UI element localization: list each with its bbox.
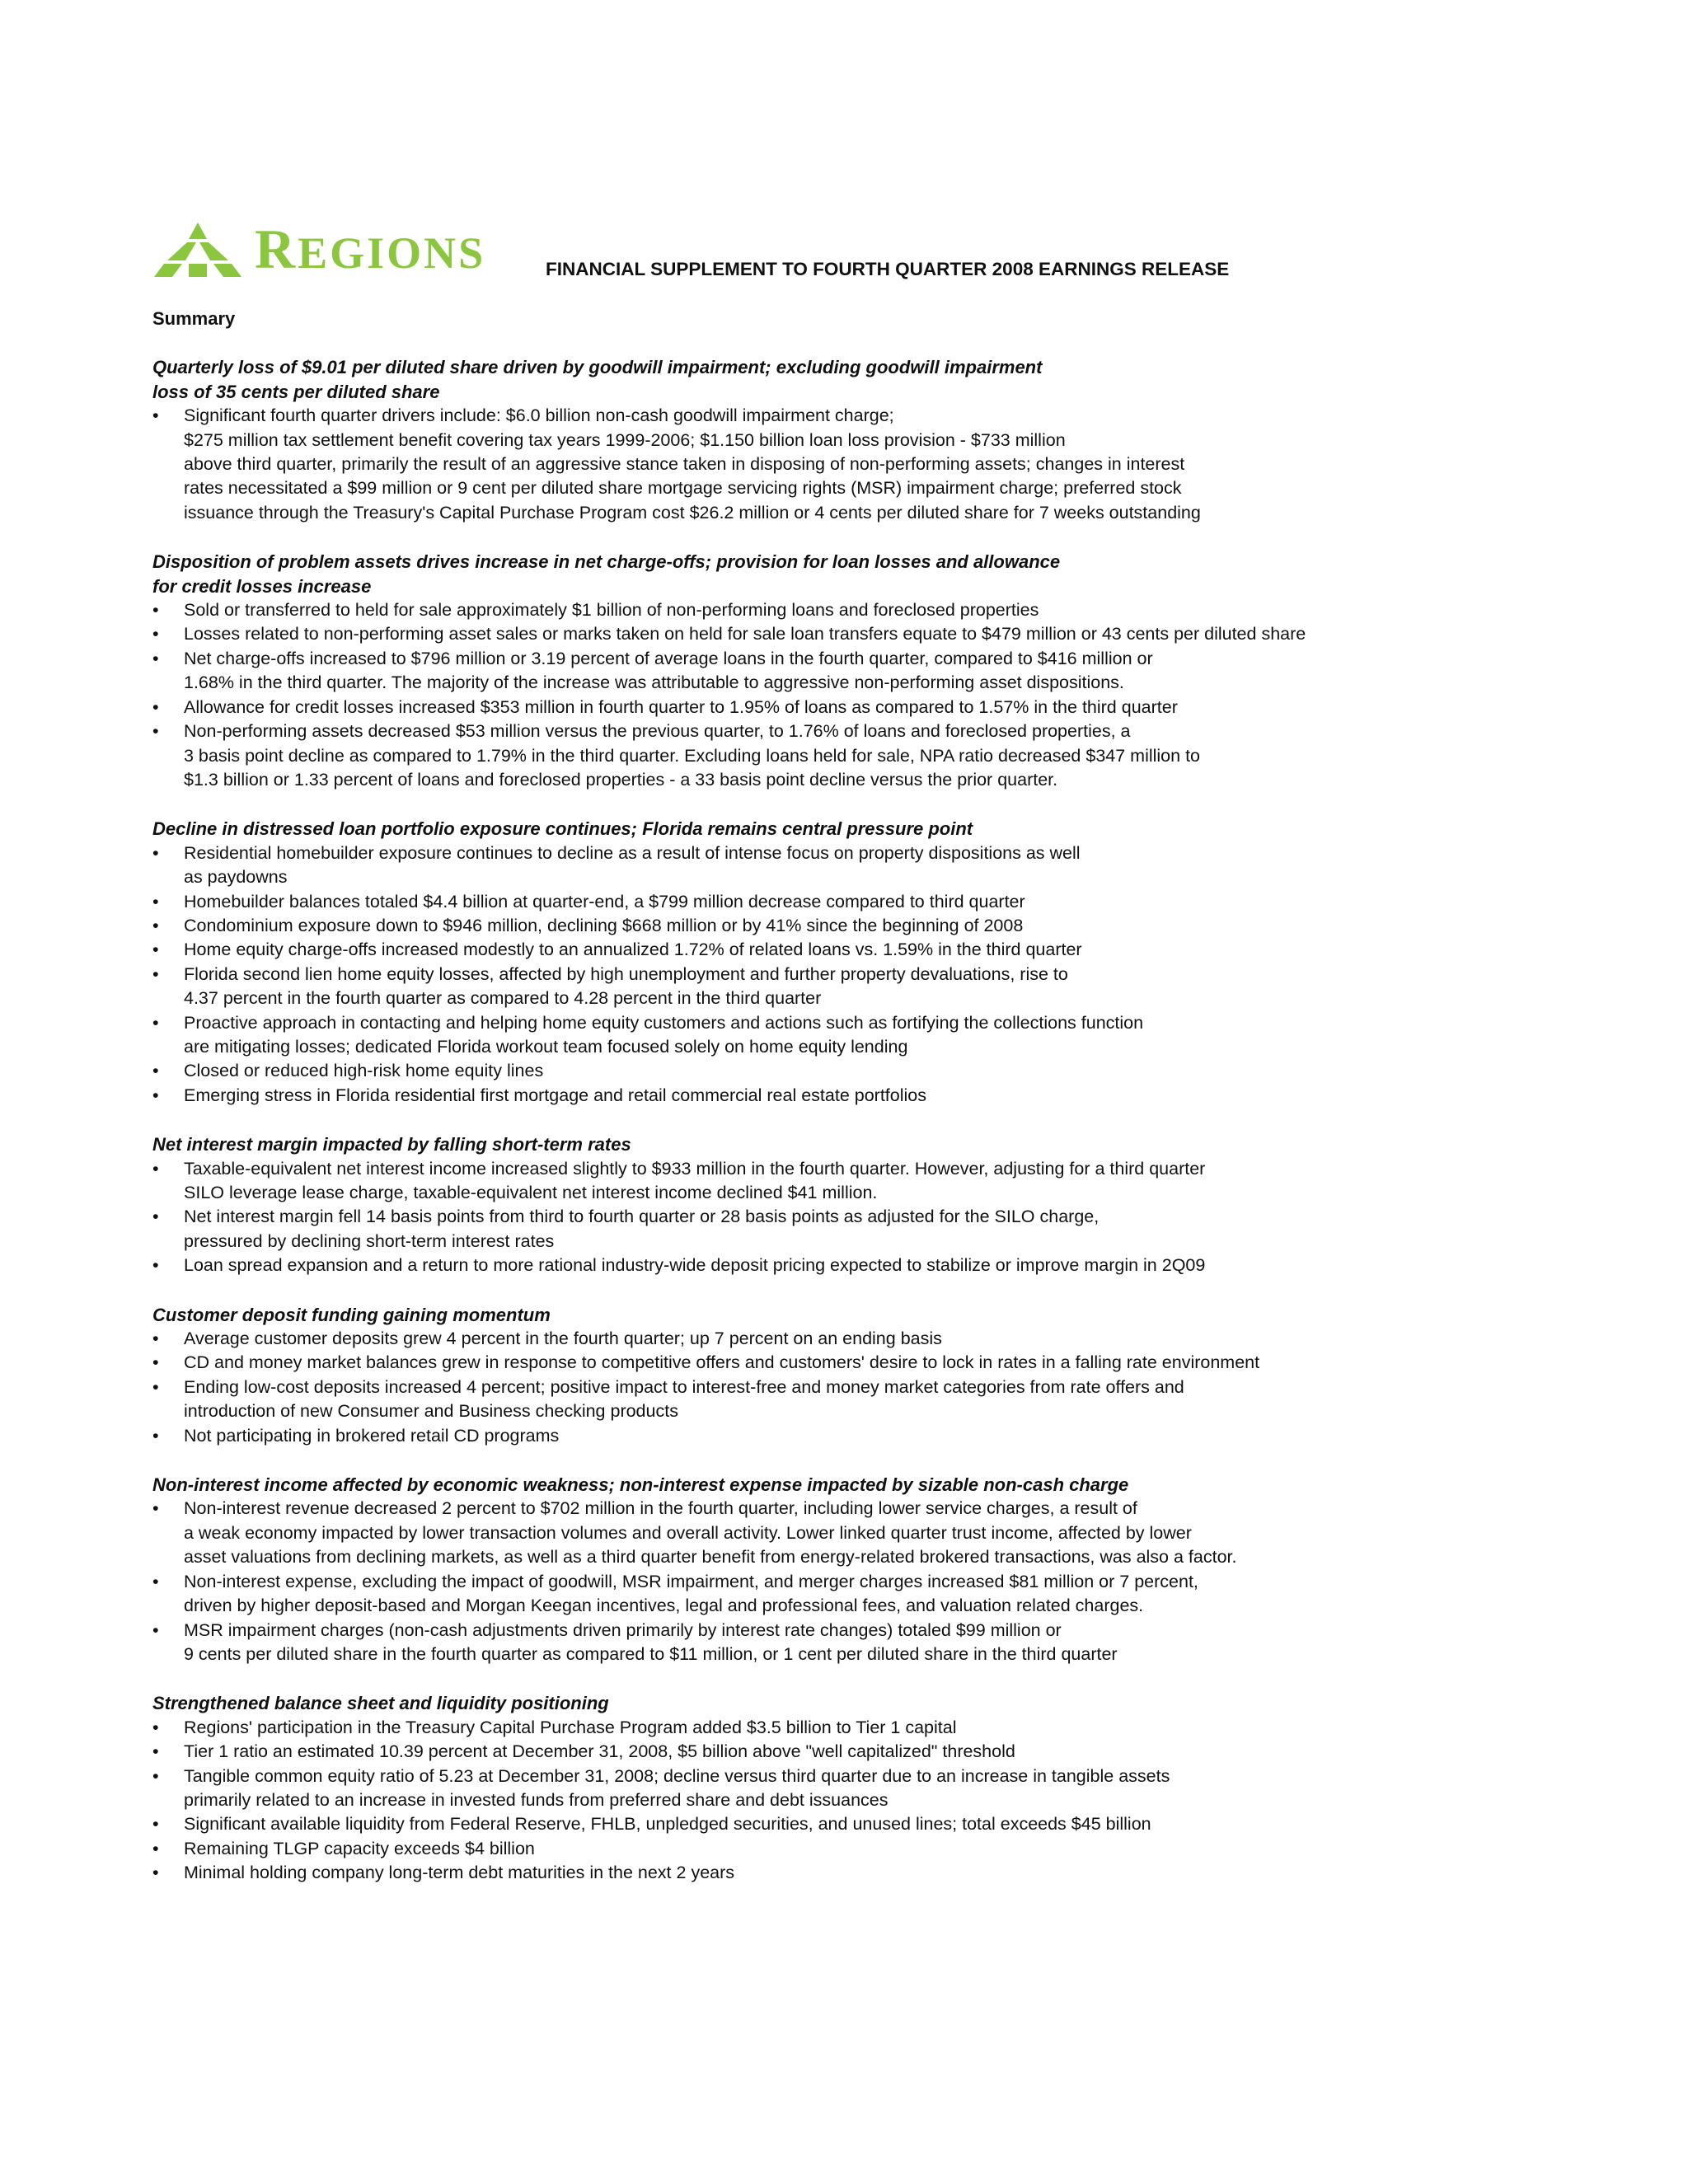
section-title-line: Net interest margin impacted by falling short-term rates (152, 1134, 631, 1155)
bullet-item: • Closed or reduced high-risk home equity lines (152, 1059, 1554, 1083)
summary-section (152, 355, 1554, 525)
bullet-list (152, 1157, 1554, 1278)
bullet-item: • Proactive approach in contacting and helping home equity customers and actions such as fortifying the collections function are mitigating losses; dedicated Florida workout team focused solely on home equity lending (152, 1011, 1554, 1060)
regions-logo (152, 213, 515, 279)
bullet-item: • Tier 1 ratio an estimated 10.39 percent at December 31, 2008, $5 billion above "well capitalized" threshold (152, 1740, 1554, 1764)
summary-section (152, 1691, 1554, 1885)
bullet-item: • Significant available liquidity from Federal Reserve, FHLB, unpledged securities, and unused lines; total exceeds $45 billion (152, 1812, 1554, 1836)
section-title (152, 817, 1554, 841)
section-title-line: Strengthened balance sheet and liquidity positioning (152, 1693, 609, 1714)
section-title (152, 1473, 1554, 1497)
bullet-item: • Ending low-cost deposits increased 4 percent; positive impact to interest-free and money market categories from rate offers and introduction of new Consumer and Business checking products (152, 1376, 1554, 1424)
bullet-item: • Condominium exposure down to $946 million, declining $668 million or by 41% since the beginning of 2008 (152, 914, 1554, 938)
section-title-line: loss of 35 cents per diluted share (152, 381, 440, 402)
bullet-item: • Not participating in brokered retail CD programs (152, 1424, 1554, 1448)
section-title-line: Disposition of problem assets drives increase in net charge-offs; provision for loan losses and allowance (152, 551, 1061, 573)
bullet-item: • Tangible common equity ratio of 5.23 at December 31, 2008; decline versus third quarter due to an increase in tangible assets primarily related to an increase in invested funds from preferred share and debt issuances (152, 1765, 1554, 1813)
section-title (152, 1303, 1554, 1327)
summary-section (152, 550, 1554, 792)
bullet-list (152, 1327, 1554, 1448)
bullet-item: • Taxable-equivalent net interest income increased slightly to $933 million in the fourth quarter. However, adjusting for a third quarter SILO leverage lease charge, taxable-equivalent net interest income declined $41 million. (152, 1157, 1554, 1206)
page-header (152, 213, 1554, 279)
bullet-item: • Residential homebuilder exposure continues to decline as a result of intense focus on property dispositions as well as paydowns (152, 841, 1554, 890)
bullet-item: • Minimal holding company long-term debt maturities in the next 2 years (152, 1861, 1554, 1885)
summary-section (152, 1473, 1554, 1666)
summary-sections (152, 355, 1554, 1885)
bullet-item: • Non-interest revenue decreased 2 percent to $702 million in the fourth quarter, including lower service charges, a result of a weak economy impacted by lower transaction volumes and overall activity. Lower linked quarter trust income, affected by lower asset valuations from declining markets, as well as a third quarter benefit from energy-related brokered transactions, was also a factor. (152, 1497, 1554, 1569)
section-title-line: Customer deposit funding gaining momentum (152, 1304, 551, 1325)
section-title-line: Decline in distressed loan portfolio exposure continues; Florida remains central pressure point (152, 818, 973, 840)
section-title-line: Non-interest income affected by economic weakness; non-interest expense impacted by sizable non-cash charge (152, 1474, 1129, 1496)
summary-section (152, 1132, 1554, 1277)
bullet-item: • Homebuilder balances totaled $4.4 billion at quarter-end, a $799 million decrease compared to third quarter (152, 890, 1554, 914)
bullet-item: • Allowance for credit losses increased $353 million in fourth quarter to 1.95% of loans as compared to 1.57% in the third quarter (152, 696, 1554, 719)
section-title-line: for credit losses increase (152, 575, 372, 597)
bullet-item: • Regions' participation in the Treasury Capital Purchase Program added $3.5 billion to Tier 1 capital (152, 1716, 1554, 1740)
document-title: FINANCIAL SUPPLEMENT TO FOURTH QUARTER 2008 EARNINGS RELEASE (546, 259, 1230, 279)
bullet-item: • CD and money market balances grew in response to competitive offers and customers' desire to lock in rates in a falling rate environment (152, 1351, 1554, 1375)
bullet-item: • Home equity charge-offs increased modestly to an annualized 1.72% of related loans vs. 1.59% in the third quarter (152, 938, 1554, 962)
bullet-item: • Losses related to non-performing asset sales or marks taken on held for sale loan transfers equate to $479 million or 43 cents per diluted share (152, 622, 1554, 646)
section-title (152, 1132, 1554, 1156)
summary-section (152, 817, 1554, 1108)
regions-logo-icon (152, 221, 243, 279)
bullet-item: • Significant fourth quarter drivers include: $6.0 billion non-cash goodwill impairment charge; $275 million tax settlement benefit covering tax years 1999-2006; $1.150 billion loan loss provision - $733 million above third quarter, primarily the result of an aggressive stance taken in disposing of non-performing assets; changes in interest rates necessitated a $99 million or 9 cent per diluted share mortgage servicing rights (MSR) impairment charge; preferred stock issuance through the Treasury's Capital Purchase Program cost $26.2 million or 4 cents per diluted share for 7 weeks outstanding (152, 404, 1554, 525)
bullet-item: • Average customer deposits grew 4 percent in the fourth quarter; up 7 percent on an ending basis (152, 1327, 1554, 1351)
bullet-list (152, 598, 1554, 792)
document-body (152, 307, 1554, 1910)
summary-heading: Summary (152, 308, 236, 329)
section-title-line: Quarterly loss of $9.01 per diluted share driven by goodwill impairment; excluding goodwill impairment (152, 357, 1043, 378)
section-title (152, 1691, 1554, 1715)
bullet-item: • Sold or transferred to held for sale approximately $1 billion of non-performing loans and foreclosed properties (152, 598, 1554, 622)
bullet-item: • MSR impairment charges (non-cash adjustments driven primarily by interest rate changes) totaled $99 million or 9 cents per diluted share in the fourth quarter as compared to $11 million, or 1 cent per diluted share in the third quarter (152, 1619, 1554, 1667)
bullet-item: • Remaining TLGP capacity exceeds $4 billion (152, 1837, 1554, 1861)
bullet-item: • Non-performing assets decreased $53 million versus the previous quarter, to 1.76% of loans and foreclosed properties, a 3 basis point decline as compared to 1.79% in the third quarter. Excluding loans held for sale, NPA ratio decreased $347 million to $1.3 billion or 1.33 percent of loans and foreclosed properties - a 33 basis point decline versus the prior quarter. (152, 719, 1554, 792)
bullet-list (152, 1497, 1554, 1666)
section-title (152, 355, 1554, 404)
bullet-list (152, 841, 1554, 1108)
section-title (152, 550, 1554, 598)
bullet-item: • Florida second lien home equity losses, affected by high unemployment and further property devaluations, rise to 4.37 percent in the fourth quarter as compared to 4.28 percent in the third quarter (152, 963, 1554, 1011)
bullet-item: • Net interest margin fell 14 basis points from third to fourth quarter or 28 basis points as adjusted for the SILO charge, pressured by declining short-term interest rates (152, 1205, 1554, 1254)
bullet-item: • Net charge-offs increased to $796 million or 3.19 percent of average loans in the fourth quarter, compared to $416 million or 1.68% in the third quarter. The majority of the increase was attributable to aggressive non-performing asset dispositions. (152, 647, 1554, 696)
bullet-list (152, 404, 1554, 525)
logo-wordmark: REGIONS (255, 218, 486, 280)
summary-section (152, 1303, 1554, 1448)
bullet-item: • Non-interest expense, excluding the impact of goodwill, MSR impairment, and merger charges increased $81 million or 7 percent, driven by higher deposit-based and Morgan Keegan incentives, legal and professional fees, and valuation related charges. (152, 1570, 1554, 1619)
bullet-item: • Loan spread expansion and a return to more rational industry-wide deposit pricing expected to stabilize or improve margin in 2Q09 (152, 1254, 1554, 1277)
bullet-list (152, 1716, 1554, 1886)
bullet-item: • Emerging stress in Florida residential first mortgage and retail commercial real estate portfolios (152, 1084, 1554, 1108)
